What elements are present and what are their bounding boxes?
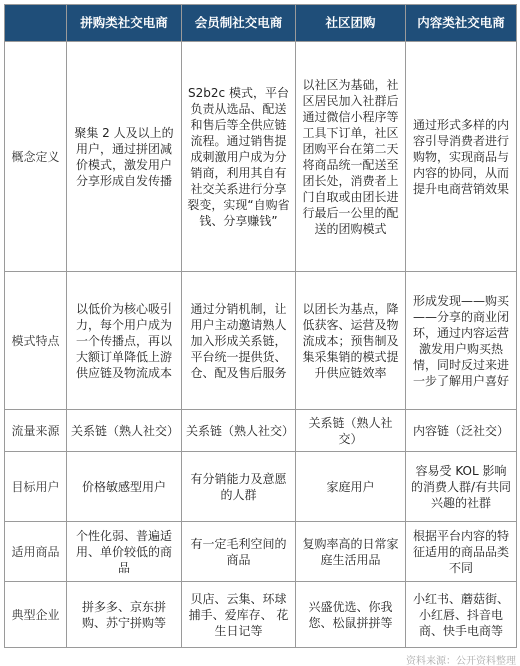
table-cell: 以低价为核心吸引力，每个用户成为一个传播点，再以大额订单降低上游供应链及物流成本 bbox=[67, 272, 182, 410]
header-content: 内容类社交电商 bbox=[406, 5, 517, 42]
table-cell: 兴盛优选、你我您、松鼠拼拼等 bbox=[296, 582, 406, 648]
row-label-products: 适用商品 bbox=[5, 522, 67, 582]
header-community-group: 社区团购 bbox=[296, 5, 406, 42]
table-cell: 复购率高的日常家庭生活用品 bbox=[296, 522, 406, 582]
table-cell: S2b2c 模式，平台负责从选品、配送和售后等全供应链流程。通过销售提成刺激用户成为分销商，利用其自有社交关系进行分享裂变，实现“自购省钱、分享赚钱” bbox=[182, 42, 296, 272]
header-membership: 会员制社交电商 bbox=[182, 5, 296, 42]
table-cell: 内容链（泛社交） bbox=[406, 410, 517, 452]
table-cell: 容易受 KOL 影响的消费人群/有共同兴趣的社群 bbox=[406, 452, 517, 522]
table-cell: 形成发现——购买——分享的商业闭环，通过内容运营激发用户购买热情，同时反过来进一步了解用户喜好 bbox=[406, 272, 517, 410]
table-row bbox=[5, 582, 517, 648]
table-row bbox=[5, 272, 517, 410]
table-cell: 以社区为基础，社区居民加入社群后通过微信小程序等工具下订单，社区团购平台在第二天将商品统一配送至团长处，消费者上门自取或由团长进行最后一公里的配送的团购模式 bbox=[296, 42, 406, 272]
row-label-traffic: 流量来源 bbox=[5, 410, 67, 452]
table-row bbox=[5, 410, 517, 452]
header-corner bbox=[5, 5, 67, 42]
table-cell: 以团长为基点，降低获客、运营及物流成本；预售制及集采集销的模式提升供应链效率 bbox=[296, 272, 406, 410]
table-cell: 根据平台内容的特征适用的商品品类不同 bbox=[406, 522, 517, 582]
table-cell: 个性化弱、普遍适用、单价较低的商品 bbox=[67, 522, 182, 582]
table-cell: 关系链（熟人社交） bbox=[182, 410, 296, 452]
row-label-features: 模式特点 bbox=[5, 272, 67, 410]
table-cell: 贝店、云集、环球捕手、爱库存、 花生日记等 bbox=[182, 582, 296, 648]
table-cell: 有一定毛利空间的商品 bbox=[182, 522, 296, 582]
table-cell: 通过分销机制，让用户主动邀请熟人加入形成关系链，平台统一提供货、仓、配及售后服务 bbox=[182, 272, 296, 410]
table-cell: 价格敏感型用户 bbox=[67, 452, 182, 522]
table-header-row bbox=[5, 5, 517, 42]
row-label-companies: 典型企业 bbox=[5, 582, 67, 648]
comparison-table bbox=[4, 4, 517, 648]
table-cell: 拼多多、京东拼购、苏宁拼购等 bbox=[67, 582, 182, 648]
row-label-definition: 概念定义 bbox=[5, 42, 67, 272]
table-cell: 家庭用户 bbox=[296, 452, 406, 522]
table-cell: 通过形式多样的内容引导消费者进行购物，实现商品与内容的协同，从而提升电商营销效果 bbox=[406, 42, 517, 272]
table-row bbox=[5, 522, 517, 582]
row-label-target-users: 目标用户 bbox=[5, 452, 67, 522]
table-cell: 关系链（熟人社交） bbox=[296, 410, 406, 452]
table-row bbox=[5, 42, 517, 272]
source-note: 资料来源：公开资料整理 bbox=[406, 656, 516, 666]
table-row bbox=[5, 452, 517, 522]
header-group-buying: 拼购类社交电商 bbox=[67, 5, 182, 42]
table-cell: 小红书、蘑菇街、小红唇、抖音电商、快手电商等 bbox=[406, 582, 517, 648]
table-cell: 关系链（熟人社交） bbox=[67, 410, 182, 452]
table-cell: 聚集 2 人及以上的用户，通过拼团减价模式，激发用户分享形成自发传播 bbox=[67, 42, 182, 272]
table-cell: 有分销能力及意愿的人群 bbox=[182, 452, 296, 522]
